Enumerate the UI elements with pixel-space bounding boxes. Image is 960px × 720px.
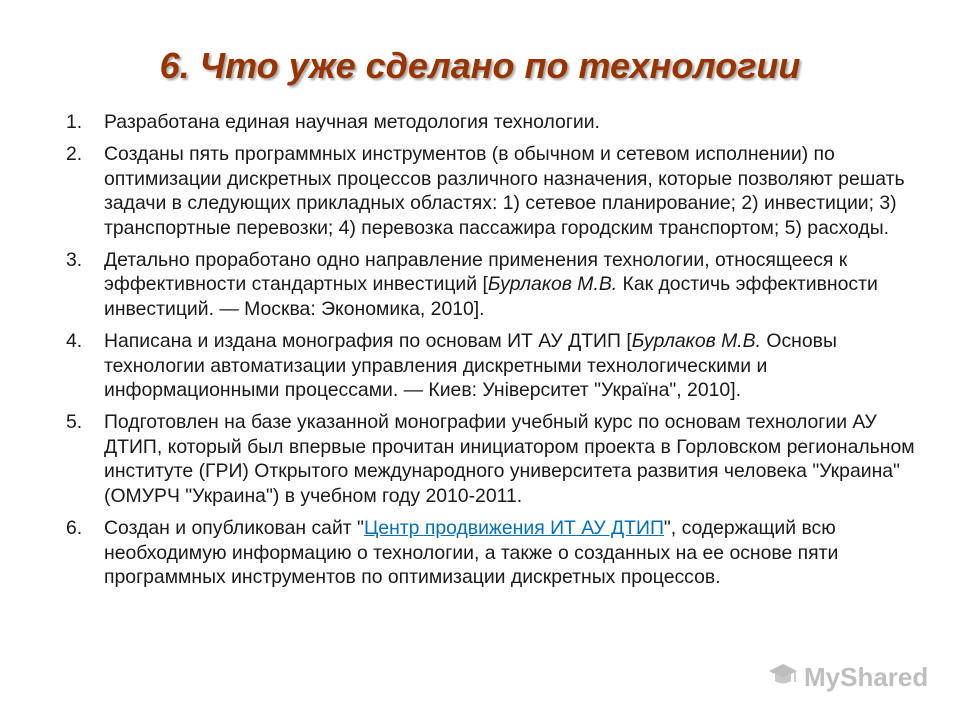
watermark-text: MyShared — [804, 661, 929, 692]
item-text — [104, 516, 916, 589]
item-number: 4. — [66, 330, 83, 353]
mortarboard-icon — [768, 660, 798, 695]
citation-author: Бурлаков М.В. — [631, 330, 761, 353]
item-number: 1. — [66, 111, 83, 133]
item-text-before: Детально проработано одно направление применения технологии, относящееся к эффективности стандартных инвестиций [ — [104, 249, 848, 296]
list-item-4 — [66, 329, 916, 402]
list-item-3 — [66, 248, 916, 321]
item-text: Разработана единая научная методология технологии. — [104, 111, 600, 133]
item-text — [104, 248, 916, 321]
item-text — [104, 329, 916, 402]
list-item-5 — [66, 410, 916, 508]
list-item-6 — [66, 516, 916, 589]
item-text-before: Написана и издана монография по основам ИТ АУ ДТИП [ — [104, 330, 632, 353]
watermark — [768, 660, 928, 694]
item-text-after: Как достичь эффективности инвестиций. — Москва: Экономика, 2010]. — [104, 273, 878, 320]
item-text: Созданы пять программных инструментов (в обычном и сетевом исполнении) по оптимизации дискретных процессов различного назначения, которые позволяют решать задачи в следующих прикладных областях: 1) сетевое планирование; 2) инвестиции; 3) транспортные перевозки; 4) перевозка пассажира городским транспортом; 5) расходы. — [104, 143, 905, 239]
slide-title: 6. Что уже сделано по технологии — [159, 45, 801, 86]
achievements-list — [66, 110, 916, 597]
item-number: 3. — [66, 249, 83, 272]
item-text-after: ", содержащий всю необходимую информацию о технологии, а также о созданных на ее основе пяти программных инструментов по оптимизации дискретных процессов. — [104, 517, 839, 588]
citation-author: Бурлаков М.В. — [487, 273, 618, 296]
item-number: 5. — [66, 411, 83, 434]
list-item-1 — [66, 110, 916, 134]
item-text: Подготовлен на базе указанной монографии учебный курс по основам технологии АУ ДТИП, который был впервые прочитан инициатором проекта в Горловском региональном институте (ГРИ) Открытого международного университета развития человека "Украина" (ОМУРЧ "Украина") в учебном году 2010-2011. — [104, 411, 915, 507]
list-item-2 — [66, 142, 916, 240]
item-text-before: Создан и опубликован сайт " — [104, 517, 364, 540]
item-number: 6. — [66, 517, 83, 540]
item-text-after: Основы технологии автоматизации управления дискретными технологическими и информационными процессами. — Киев: Університет "Україна", 2010]. — [104, 330, 837, 402]
site-link[interactable]: Центр продвижения ИТ АУ ДТИП — [363, 517, 664, 540]
item-number: 2. — [66, 143, 83, 166]
